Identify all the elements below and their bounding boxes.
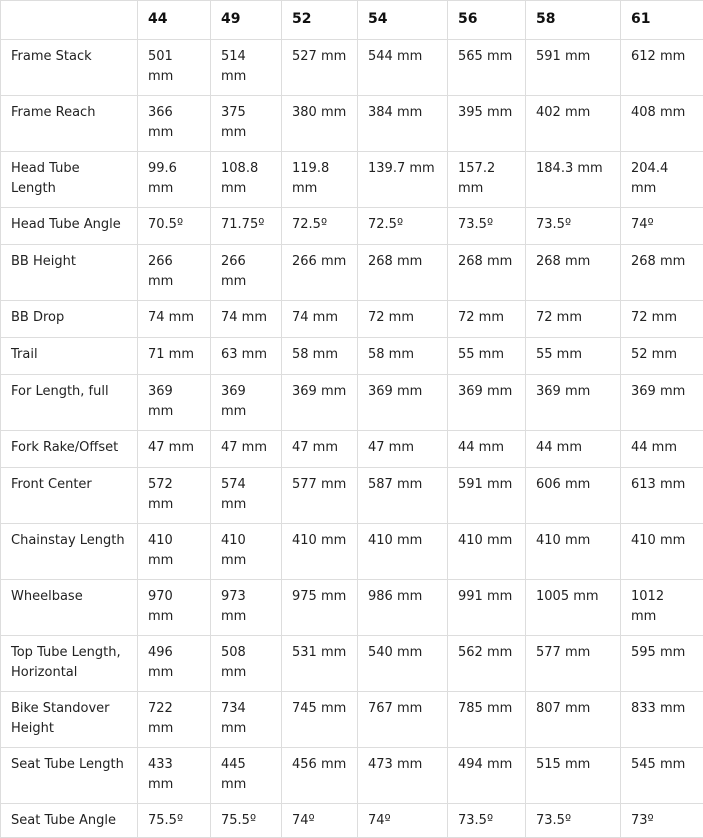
header-size-49: 49 bbox=[211, 1, 282, 40]
table-row bbox=[1, 152, 703, 208]
table-row bbox=[1, 524, 703, 580]
table-cell: 73.5º bbox=[448, 208, 526, 245]
table-row bbox=[1, 692, 703, 748]
table-cell: 72 mm bbox=[448, 301, 526, 338]
table-cell: 577 mm bbox=[282, 468, 358, 524]
table-cell: 70.5º bbox=[138, 208, 211, 245]
table-cell: 767 mm bbox=[358, 692, 448, 748]
table-cell: 74 mm bbox=[138, 301, 211, 338]
table-row bbox=[1, 245, 703, 301]
table-row bbox=[1, 96, 703, 152]
table-row bbox=[1, 431, 703, 468]
table-cell: 73.5º bbox=[526, 804, 621, 838]
table-cell: 268 mm bbox=[358, 245, 448, 301]
table-cell: 445 mm bbox=[211, 748, 282, 804]
row-label: Trail bbox=[1, 338, 138, 375]
table-cell: 73.5º bbox=[448, 804, 526, 838]
table-cell: 456 mm bbox=[282, 748, 358, 804]
table-cell: 184.3 mm bbox=[526, 152, 621, 208]
table-cell: 986 mm bbox=[358, 580, 448, 636]
row-label: Top Tube Length, Horizontal bbox=[1, 636, 138, 692]
table-row bbox=[1, 580, 703, 636]
table-cell: 975 mm bbox=[282, 580, 358, 636]
table-cell: 58 mm bbox=[282, 338, 358, 375]
table-cell: 785 mm bbox=[448, 692, 526, 748]
table-cell: 72 mm bbox=[621, 301, 703, 338]
table-cell: 47 mm bbox=[138, 431, 211, 468]
table-cell: 369 mm bbox=[526, 375, 621, 431]
table-cell: 410 mm bbox=[358, 524, 448, 580]
header-size-56: 56 bbox=[448, 1, 526, 40]
row-label: BB Drop bbox=[1, 301, 138, 338]
table-cell: 587 mm bbox=[358, 468, 448, 524]
table-cell: 544 mm bbox=[358, 40, 448, 96]
row-label: Fork Rake/Offset bbox=[1, 431, 138, 468]
table-cell: 71 mm bbox=[138, 338, 211, 375]
table-cell: 613 mm bbox=[621, 468, 703, 524]
table-cell: 531 mm bbox=[282, 636, 358, 692]
table-cell: 565 mm bbox=[448, 40, 526, 96]
table-cell: 501 mm bbox=[138, 40, 211, 96]
table-cell: 73.5º bbox=[526, 208, 621, 245]
header-row bbox=[1, 1, 703, 40]
header-size-52: 52 bbox=[282, 1, 358, 40]
table-cell: 606 mm bbox=[526, 468, 621, 524]
table-cell: 973 mm bbox=[211, 580, 282, 636]
table-row bbox=[1, 338, 703, 375]
table-cell: 366 mm bbox=[138, 96, 211, 152]
table-cell: 47 mm bbox=[211, 431, 282, 468]
table-cell: 574 mm bbox=[211, 468, 282, 524]
header-size-54: 54 bbox=[358, 1, 448, 40]
table-cell: 47 mm bbox=[358, 431, 448, 468]
row-label: Wheelbase bbox=[1, 580, 138, 636]
table-cell: 527 mm bbox=[282, 40, 358, 96]
table-cell: 369 mm bbox=[448, 375, 526, 431]
table-cell: 410 mm bbox=[526, 524, 621, 580]
row-label: Head Tube Angle bbox=[1, 208, 138, 245]
table-cell: 494 mm bbox=[448, 748, 526, 804]
row-label: Chainstay Length bbox=[1, 524, 138, 580]
row-label: BB Height bbox=[1, 245, 138, 301]
table-cell: 72.5º bbox=[282, 208, 358, 245]
row-label: Seat Tube Length bbox=[1, 748, 138, 804]
table-cell: 268 mm bbox=[526, 245, 621, 301]
table-cell: 157.2 mm bbox=[448, 152, 526, 208]
table-cell: 99.6 mm bbox=[138, 152, 211, 208]
table-cell: 508 mm bbox=[211, 636, 282, 692]
table-cell: 58 mm bbox=[358, 338, 448, 375]
table-cell: 266 mm bbox=[138, 245, 211, 301]
table-cell: 369 mm bbox=[621, 375, 703, 431]
table-cell: 139.7 mm bbox=[358, 152, 448, 208]
table-cell: 44 mm bbox=[448, 431, 526, 468]
table-cell: 612 mm bbox=[621, 40, 703, 96]
table-cell: 540 mm bbox=[358, 636, 448, 692]
table-cell: 73º bbox=[621, 804, 703, 838]
table-cell: 384 mm bbox=[358, 96, 448, 152]
table-cell: 970 mm bbox=[138, 580, 211, 636]
table-cell: 515 mm bbox=[526, 748, 621, 804]
table-cell: 402 mm bbox=[526, 96, 621, 152]
table-cell: 1005 mm bbox=[526, 580, 621, 636]
table-cell: 74º bbox=[358, 804, 448, 838]
table-cell: 55 mm bbox=[448, 338, 526, 375]
table-cell: 108.8 mm bbox=[211, 152, 282, 208]
table-cell: 71.75º bbox=[211, 208, 282, 245]
header-size-44: 44 bbox=[138, 1, 211, 40]
table-cell: 75.5º bbox=[138, 804, 211, 838]
table-cell: 266 mm bbox=[282, 245, 358, 301]
table-cell: 75.5º bbox=[211, 804, 282, 838]
table-cell: 410 mm bbox=[138, 524, 211, 580]
table-cell: 591 mm bbox=[448, 468, 526, 524]
table-cell: 52 mm bbox=[621, 338, 703, 375]
row-label: Frame Reach bbox=[1, 96, 138, 152]
table-cell: 473 mm bbox=[358, 748, 448, 804]
table-row bbox=[1, 208, 703, 245]
table-cell: 410 mm bbox=[448, 524, 526, 580]
header-size-61: 61 bbox=[621, 1, 703, 40]
table-cell: 545 mm bbox=[621, 748, 703, 804]
table-cell: 74º bbox=[621, 208, 703, 245]
row-label: For Length, full bbox=[1, 375, 138, 431]
table-cell: 722 mm bbox=[138, 692, 211, 748]
row-label: Bike Standover Height bbox=[1, 692, 138, 748]
table-cell: 47 mm bbox=[282, 431, 358, 468]
table-cell: 119.8 mm bbox=[282, 152, 358, 208]
table-cell: 577 mm bbox=[526, 636, 621, 692]
table-row bbox=[1, 301, 703, 338]
table-cell: 72 mm bbox=[526, 301, 621, 338]
table-cell: 268 mm bbox=[448, 245, 526, 301]
table-cell: 268 mm bbox=[621, 245, 703, 301]
table-row bbox=[1, 748, 703, 804]
table-row bbox=[1, 40, 703, 96]
table-cell: 380 mm bbox=[282, 96, 358, 152]
table-cell: 63 mm bbox=[211, 338, 282, 375]
table-row bbox=[1, 636, 703, 692]
table-cell: 745 mm bbox=[282, 692, 358, 748]
header-size-58: 58 bbox=[526, 1, 621, 40]
table-cell: 44 mm bbox=[621, 431, 703, 468]
table-cell: 734 mm bbox=[211, 692, 282, 748]
table-cell: 833 mm bbox=[621, 692, 703, 748]
table-cell: 410 mm bbox=[211, 524, 282, 580]
table-cell: 44 mm bbox=[526, 431, 621, 468]
row-label: Head Tube Length bbox=[1, 152, 138, 208]
table-cell: 395 mm bbox=[448, 96, 526, 152]
table-row bbox=[1, 804, 703, 838]
table-cell: 410 mm bbox=[282, 524, 358, 580]
table-cell: 807 mm bbox=[526, 692, 621, 748]
table-cell: 514 mm bbox=[211, 40, 282, 96]
table-cell: 408 mm bbox=[621, 96, 703, 152]
table-cell: 410 mm bbox=[621, 524, 703, 580]
table-cell: 369 mm bbox=[211, 375, 282, 431]
table-cell: 369 mm bbox=[282, 375, 358, 431]
table-row bbox=[1, 375, 703, 431]
table-cell: 74º bbox=[282, 804, 358, 838]
table-cell: 433 mm bbox=[138, 748, 211, 804]
row-label: Front Center bbox=[1, 468, 138, 524]
table-cell: 496 mm bbox=[138, 636, 211, 692]
table-cell: 991 mm bbox=[448, 580, 526, 636]
table-cell: 572 mm bbox=[138, 468, 211, 524]
table-cell: 72.5º bbox=[358, 208, 448, 245]
table-cell: 72 mm bbox=[358, 301, 448, 338]
table-cell: 591 mm bbox=[526, 40, 621, 96]
row-label: Seat Tube Angle bbox=[1, 804, 138, 838]
table-cell: 204.4 mm bbox=[621, 152, 703, 208]
table-cell: 74 mm bbox=[211, 301, 282, 338]
table-cell: 55 mm bbox=[526, 338, 621, 375]
table-cell: 375 mm bbox=[211, 96, 282, 152]
table-cell: 562 mm bbox=[448, 636, 526, 692]
table-cell: 369 mm bbox=[138, 375, 211, 431]
table-cell: 1012 mm bbox=[621, 580, 703, 636]
table-row bbox=[1, 468, 703, 524]
table-cell: 266 mm bbox=[211, 245, 282, 301]
table-cell: 74 mm bbox=[282, 301, 358, 338]
row-label: Frame Stack bbox=[1, 40, 138, 96]
table-cell: 369 mm bbox=[358, 375, 448, 431]
header-corner bbox=[1, 1, 138, 40]
table-cell: 595 mm bbox=[621, 636, 703, 692]
